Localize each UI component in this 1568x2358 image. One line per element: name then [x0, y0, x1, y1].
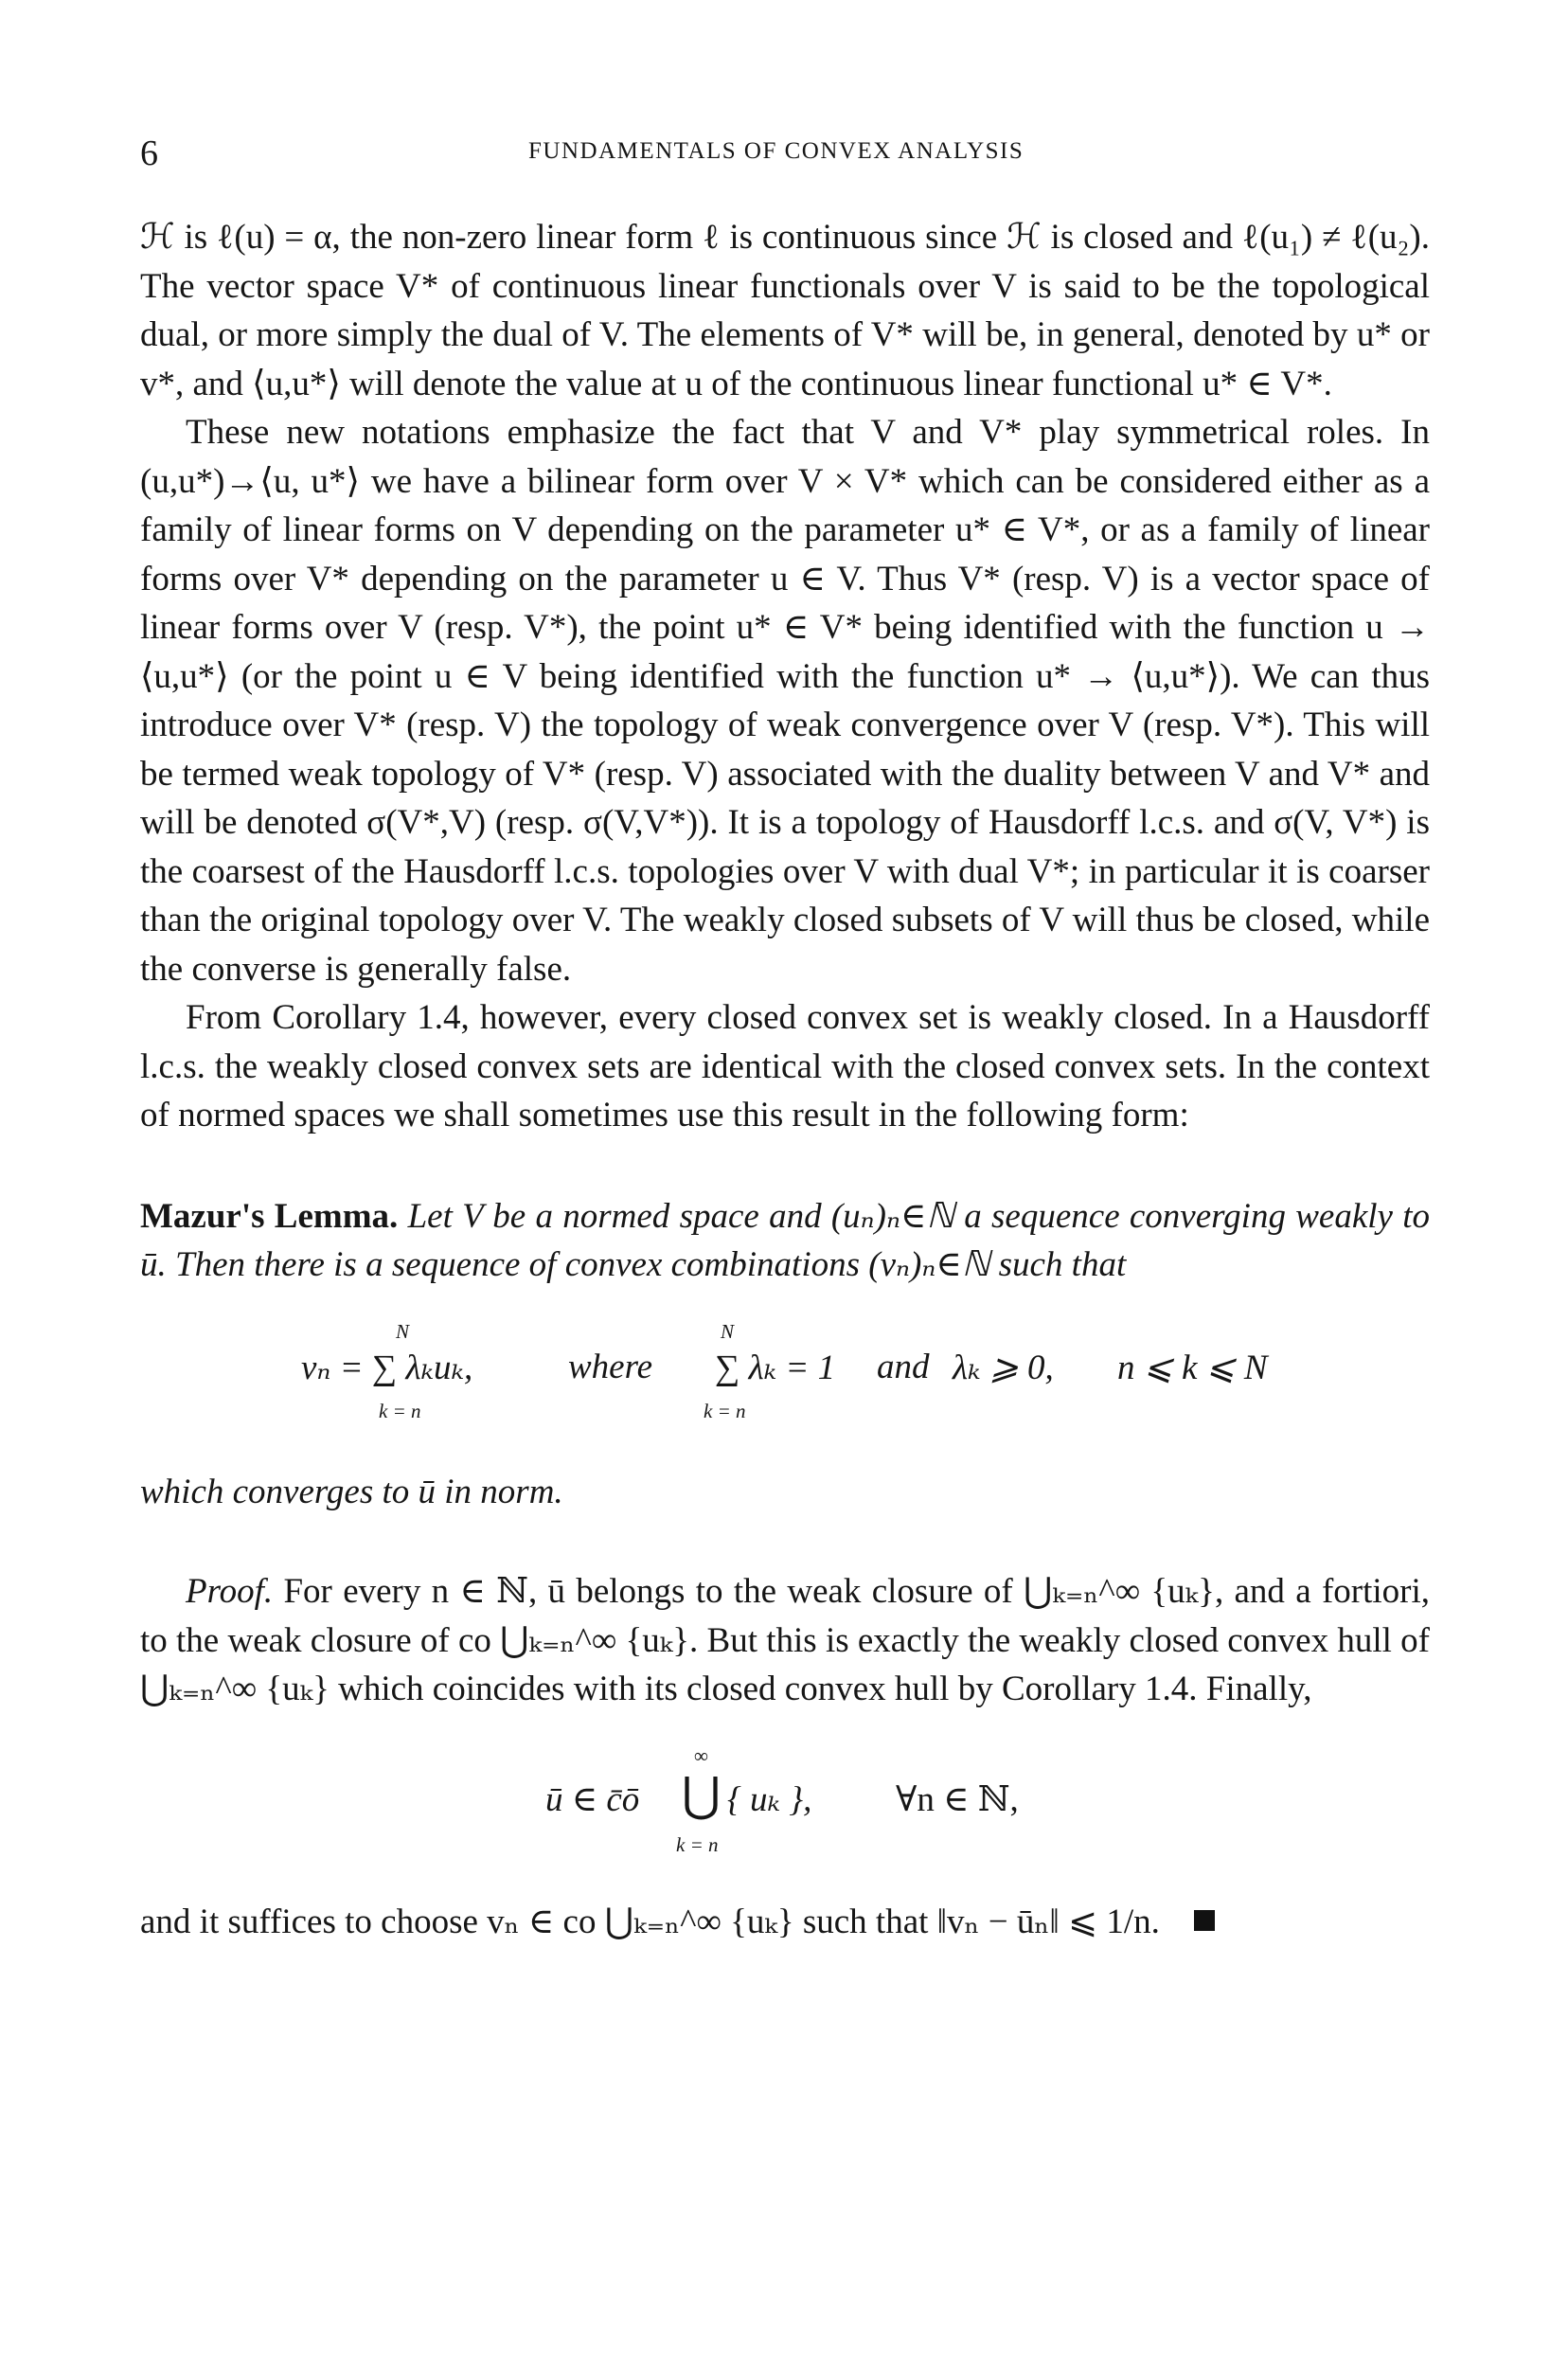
- equation-nonneg: λₖ ⩾ 0,: [953, 1348, 1054, 1387]
- lemma-statement: [140, 1192, 1430, 1290]
- paragraph-3: From Corollary 1.4, however, every closed convex set is weakly closed. In a Hausdorff l.c.s. the weakly closed convex sets are identical with the closed convex sets. In the context of normed spaces we shall sometimes use this result in the following form:: [140, 998, 1430, 1134]
- union-lower-limit: k = n: [676, 1832, 719, 1856]
- union-upper-limit: ∞: [694, 1743, 708, 1767]
- proof-final-text: and it suffices to choose vₙ ∈ co ⋃ₖ₌ₙ^∞ {uₖ} such that ‖vₙ − ūₙ‖ ⩽ 1/n.: [140, 1902, 1160, 1941]
- lemma-equation: [140, 1319, 1430, 1430]
- lemma-conclusion: which converges to ū in norm.: [140, 1472, 563, 1511]
- qed-square-icon: [1194, 1910, 1215, 1931]
- equation-index-range: n ⩽ k ⩽ N: [1117, 1348, 1268, 1387]
- lemma-title: Mazur's Lemma.: [140, 1196, 399, 1236]
- equation-where: where: [568, 1347, 653, 1386]
- union-symbol: ⋃: [682, 1767, 722, 1821]
- proof-equation: [140, 1743, 1430, 1860]
- paragraph-2: These new notations emphasize the fact that V and V* play symmetrical roles. In (u,u*)→⟨u, u*⟩ we have a bilinear form over V × V* which can be considered either as a family of linear forms on V depending on the parameter u* ∈ V*, or as a family of linear forms over V* depending on the parameter u ∈ V. Thus V* (resp. V) is a vector space of linear forms over V (resp. V*), the point u* ∈ V* being identified with the function u → ⟨u,u*⟩ (or the point u ∈ V being identified with the function u* → ⟨u,u*⟩). We can thus introduce over V* (resp. V) the topology of weak convergence over V (resp. V*). This will be termed weak topology of V* (resp. V) associated with the duality between V and V* and will be denoted σ(V*,V) (resp. σ(V,V*)). It is a topology of Hausdorff l.c.s. and σ(V, V*) is the coarsest of the Hausdorff l.c.s. topologies over V with dual V*; in particular it is coarser than the original topology over V. The weakly closed subsets of V will thus be closed, while the converse is generally false.: [140, 413, 1430, 989]
- running-title: FUNDAMENTALS OF CONVEX ANALYSIS: [528, 138, 1025, 164]
- proof-equation-set: { uₖ },: [727, 1779, 812, 1819]
- lemma-text: Let V be a normed space and (uₙ)ₙ∈ℕ a sequence converging weakly to ū. Then there is a sequence of convex combinations (vₙ)ₙ∈ℕ such that: [140, 1196, 1430, 1284]
- proof-equation-lhs: ū ∈ c̄ō: [545, 1779, 640, 1819]
- sum-lower-limit-1: k = n: [379, 1399, 421, 1422]
- equation-lhs: vₙ = ∑ λₖuₖ,: [301, 1348, 473, 1387]
- proof-final-line: [140, 1898, 1430, 1947]
- sum-upper-limit-1: N: [396, 1319, 410, 1343]
- equation-and: and: [877, 1347, 930, 1386]
- page-number: 6: [140, 134, 158, 173]
- page-body: [140, 213, 1430, 1946]
- proof-text: For every n ∈ ℕ, ū belongs to the weak closure of ⋃ₖ₌ₙ^∞ {uₖ}, and a fortiori, to the weak closure of co ⋃ₖ₌ₙ^∞ {uₖ}. But this is exactly the weakly closed convex hull of ⋃ₖ₌ₙ^∞ {uₖ} which coincides with its closed convex hull by Corollary 1.4. Finally,: [140, 1572, 1431, 1708]
- proof-equation-quantifier: ∀n ∈ ℕ,: [896, 1779, 1019, 1819]
- page-header: [140, 133, 1428, 173]
- sum-lower-limit-2: k = n: [704, 1399, 746, 1422]
- equation-sum-constraint: ∑ λₖ = 1: [715, 1348, 836, 1387]
- paragraph-1: ℋ is ℓ(u) = α, the non-zero linear form ℓ is continuous since ℋ is closed and ℓ(u₁) ≠ ℓ(u₂). The vector space V* of continuous linear functionals over V is said to be the topological dual, or more simply the dual of V. The elements of V* will be, in general, denoted by u* or v*, and ⟨u,u*⟩ will denote the value at u of the continuous linear functional u* ∈ V*.: [140, 218, 1430, 403]
- proof-paragraph: [140, 1567, 1430, 1714]
- sum-upper-limit-2: N: [721, 1319, 735, 1343]
- proof-label: Proof.: [186, 1572, 274, 1611]
